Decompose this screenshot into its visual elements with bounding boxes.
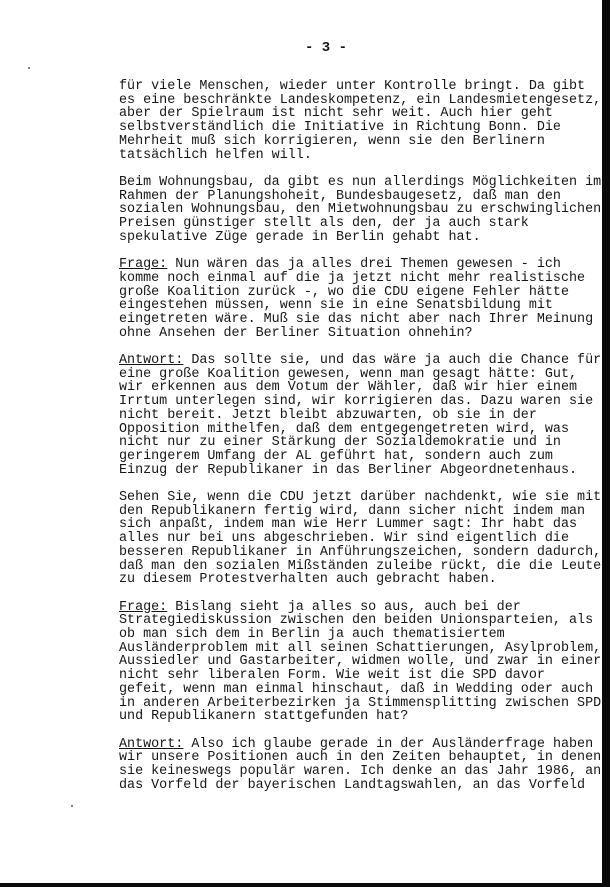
text-line	[119, 695, 602, 711]
text-line	[119, 436, 559, 450]
line-text: alles nur bei uns abgeschrieben. Wir sind eigentlich die	[119, 531, 569, 547]
line-text: daß man den sozialen Mißständen zuleibe rückt, die die Leute	[119, 558, 602, 574]
scan-speck	[71, 805, 73, 807]
line-text: Irrtum unterlegen sind, wir korrigieren das. Dazu waren sie	[119, 394, 594, 410]
line-text: gefeit, wenn man einmal hinschaut, daß in Wedding oder auch	[119, 681, 594, 697]
text-paragraph	[119, 79, 602, 163]
text-line	[119, 710, 559, 724]
text-line	[119, 503, 586, 519]
line-text: Beim Wohnungsbau, da gibt es nun allerdings Möglichkeiten im	[119, 174, 602, 190]
line-text: Aussiedler und Gastarbeiter, widmen wolle, und zwar in einer	[119, 654, 602, 670]
text-line	[119, 531, 569, 547]
text-line	[119, 92, 602, 108]
text-line	[119, 490, 602, 506]
text-line	[119, 121, 559, 135]
text-line	[119, 669, 559, 683]
text-line	[119, 258, 559, 272]
text-line	[119, 764, 602, 780]
answer-paragraph	[119, 736, 602, 793]
text-line	[119, 777, 586, 793]
line-text: nicht nur zu einer Stärkung der Sozialdemokratie und in	[119, 435, 561, 451]
line-text: eine große Koalition gewesen, wenn man gesagt hätte: Gut,	[119, 366, 578, 382]
line-text: besseren Republikaner in Anführungszeichen, sondern dadurch,	[119, 544, 602, 560]
text-line	[119, 640, 602, 656]
line-text: Ausländerproblem mit all seinen Schattierungen, Asylproblem,	[119, 640, 602, 656]
line-text: Das sollte sie, und das wäre ja auch die Chance für	[183, 353, 602, 369]
text-line	[119, 681, 594, 697]
line-text: Rahmen der Planungshoheit, Bundesbaugesetz, daß man den	[119, 188, 561, 204]
text-line	[119, 628, 559, 642]
line-text: spekulative Züge gerade in Berlin gehabt hat.	[119, 229, 481, 245]
line-text: zu diesem Protestverhalten auch gebracht haben.	[119, 572, 497, 588]
text-line	[119, 462, 578, 478]
line-text: in anderen Arbeiterbezirken ja Stimmensplitting zwischen SPD	[119, 695, 602, 711]
line-text: eingetreten wäre. Muß sie das nicht aber nach Ihrer Meinung	[119, 311, 594, 327]
text-line	[119, 736, 594, 752]
answer-paragraph	[119, 353, 602, 478]
text-line	[119, 299, 559, 313]
line-text: Nun wären das ja alles drei Themen gewesen - ich	[167, 257, 561, 273]
text-line	[119, 174, 602, 190]
text-line	[119, 517, 578, 533]
line-text: Mehrheit muß sich korrigieren, wenn sie den Berlinern	[119, 133, 545, 149]
text-line	[119, 558, 602, 574]
line-text: Preisen günstiger stellt als den, der ja auch stark	[119, 216, 529, 232]
text-line	[119, 394, 594, 410]
text-line	[119, 217, 559, 231]
text-line	[119, 366, 578, 382]
line-text: Strategiediskussion zwischen den beiden Unionsparteien, als	[119, 613, 594, 629]
line-text: Opposition mithelfen, daß dem entgegengetreten wird, was	[119, 421, 569, 437]
text-line	[119, 190, 559, 204]
text-line	[119, 573, 559, 587]
scan-speck	[28, 67, 30, 69]
text-line	[119, 353, 602, 369]
line-text: sich anpaßt, indem man wie Herr Lummer sagt: Ihr habt das	[119, 517, 578, 533]
line-text: Einzug der Republikaner in das Berliner Abgeordnetenhaus.	[119, 462, 578, 478]
text-line	[119, 327, 559, 341]
line-text: Sehen Sie, wenn die CDU jetzt darüber nachdenkt, wie sie mit	[119, 490, 602, 506]
line-text: wir unsere Positionen auch in den Zeiten behauptet, in denen	[119, 750, 602, 766]
text-paragraph	[119, 490, 602, 588]
line-text: eingestehen müssen, wenn sie in eine Senatsbildung mit	[119, 298, 553, 314]
speaker-label: Frage:	[119, 257, 168, 273]
line-text: sozialen Wohnungsbau, den Mietwohnungsbau zu erschwinglichen	[119, 202, 602, 218]
line-text: wir erkennen aus dem Votum der Wähler, daß wir hier einem	[119, 380, 578, 396]
text-line	[119, 654, 602, 670]
line-text: geringerem Umfang der AL geführt hat, sondern auch zum	[119, 448, 553, 464]
text-line	[119, 311, 594, 327]
body-text	[119, 79, 602, 806]
line-text: den Republikanern fertig wird, dann sicher nicht indem man	[119, 503, 586, 519]
text-line	[119, 270, 586, 286]
text-line	[119, 135, 559, 149]
text-line	[119, 750, 602, 766]
text-line	[119, 544, 602, 560]
text-paragraph	[119, 174, 602, 245]
line-text: komme noch einmal auf die ja jetzt nicht mehr realistische	[119, 270, 586, 286]
line-text: es eine beschränkte Landeskompetenz, ein Landesmietengesetz,	[119, 92, 602, 108]
question-paragraph	[119, 599, 602, 725]
line-text: Also ich glaube gerade in der Ausländerfrage haben	[183, 736, 594, 752]
line-text: sie keineswegs populär waren. Ich denke an das Jahr 1986, an	[119, 764, 602, 780]
text-line	[119, 450, 559, 464]
speaker-label: Frage:	[119, 599, 168, 615]
text-line	[119, 149, 559, 163]
line-text: aber der Spielraum ist nicht sehr weit. Auch hier geht	[119, 106, 553, 122]
line-text: nicht bereit. Jetzt bleibt abzuwarten, ob sie in der	[119, 407, 537, 423]
text-line	[119, 202, 602, 218]
line-text: tatsächlich helfen will.	[119, 147, 312, 163]
line-text: das Vorfeld der bayerischen Landtagswahlen, an das Vorfeld	[119, 777, 586, 793]
text-line	[119, 380, 578, 396]
text-line	[119, 409, 559, 423]
text-line	[119, 421, 569, 437]
line-text: Bislang sieht ja alles so aus, auch bei der	[167, 599, 521, 615]
line-text: für viele Menschen, wieder unter Kontrolle bringt. Da gibt	[119, 79, 586, 94]
text-line	[119, 284, 569, 300]
line-text: große Koalition zurück -, wo die CDU eigene Fehler hätte	[119, 284, 569, 300]
text-line	[119, 107, 559, 121]
text-line	[119, 601, 559, 615]
text-line	[119, 79, 586, 94]
speaker-label: Antwort:	[119, 353, 184, 369]
line-text: ohne Ansehen der Berliner Situation ohnehin?	[119, 325, 473, 341]
page-number: - 3 -	[305, 40, 348, 56]
speaker-label: Antwort:	[119, 736, 184, 752]
line-text: nicht sehr liberalen Form. Wie weit ist die SPD davor	[119, 668, 545, 684]
line-text: ob man sich dem in Berlin ja auch thematisiertem	[119, 627, 505, 643]
text-line	[119, 613, 594, 629]
text-line	[119, 231, 559, 245]
line-text: selbstverständlich die Initiative in Richtung Bonn. Die	[119, 120, 561, 136]
line-text: und Republikanern stattgefunden hat?	[119, 709, 409, 725]
question-paragraph	[119, 257, 594, 341]
